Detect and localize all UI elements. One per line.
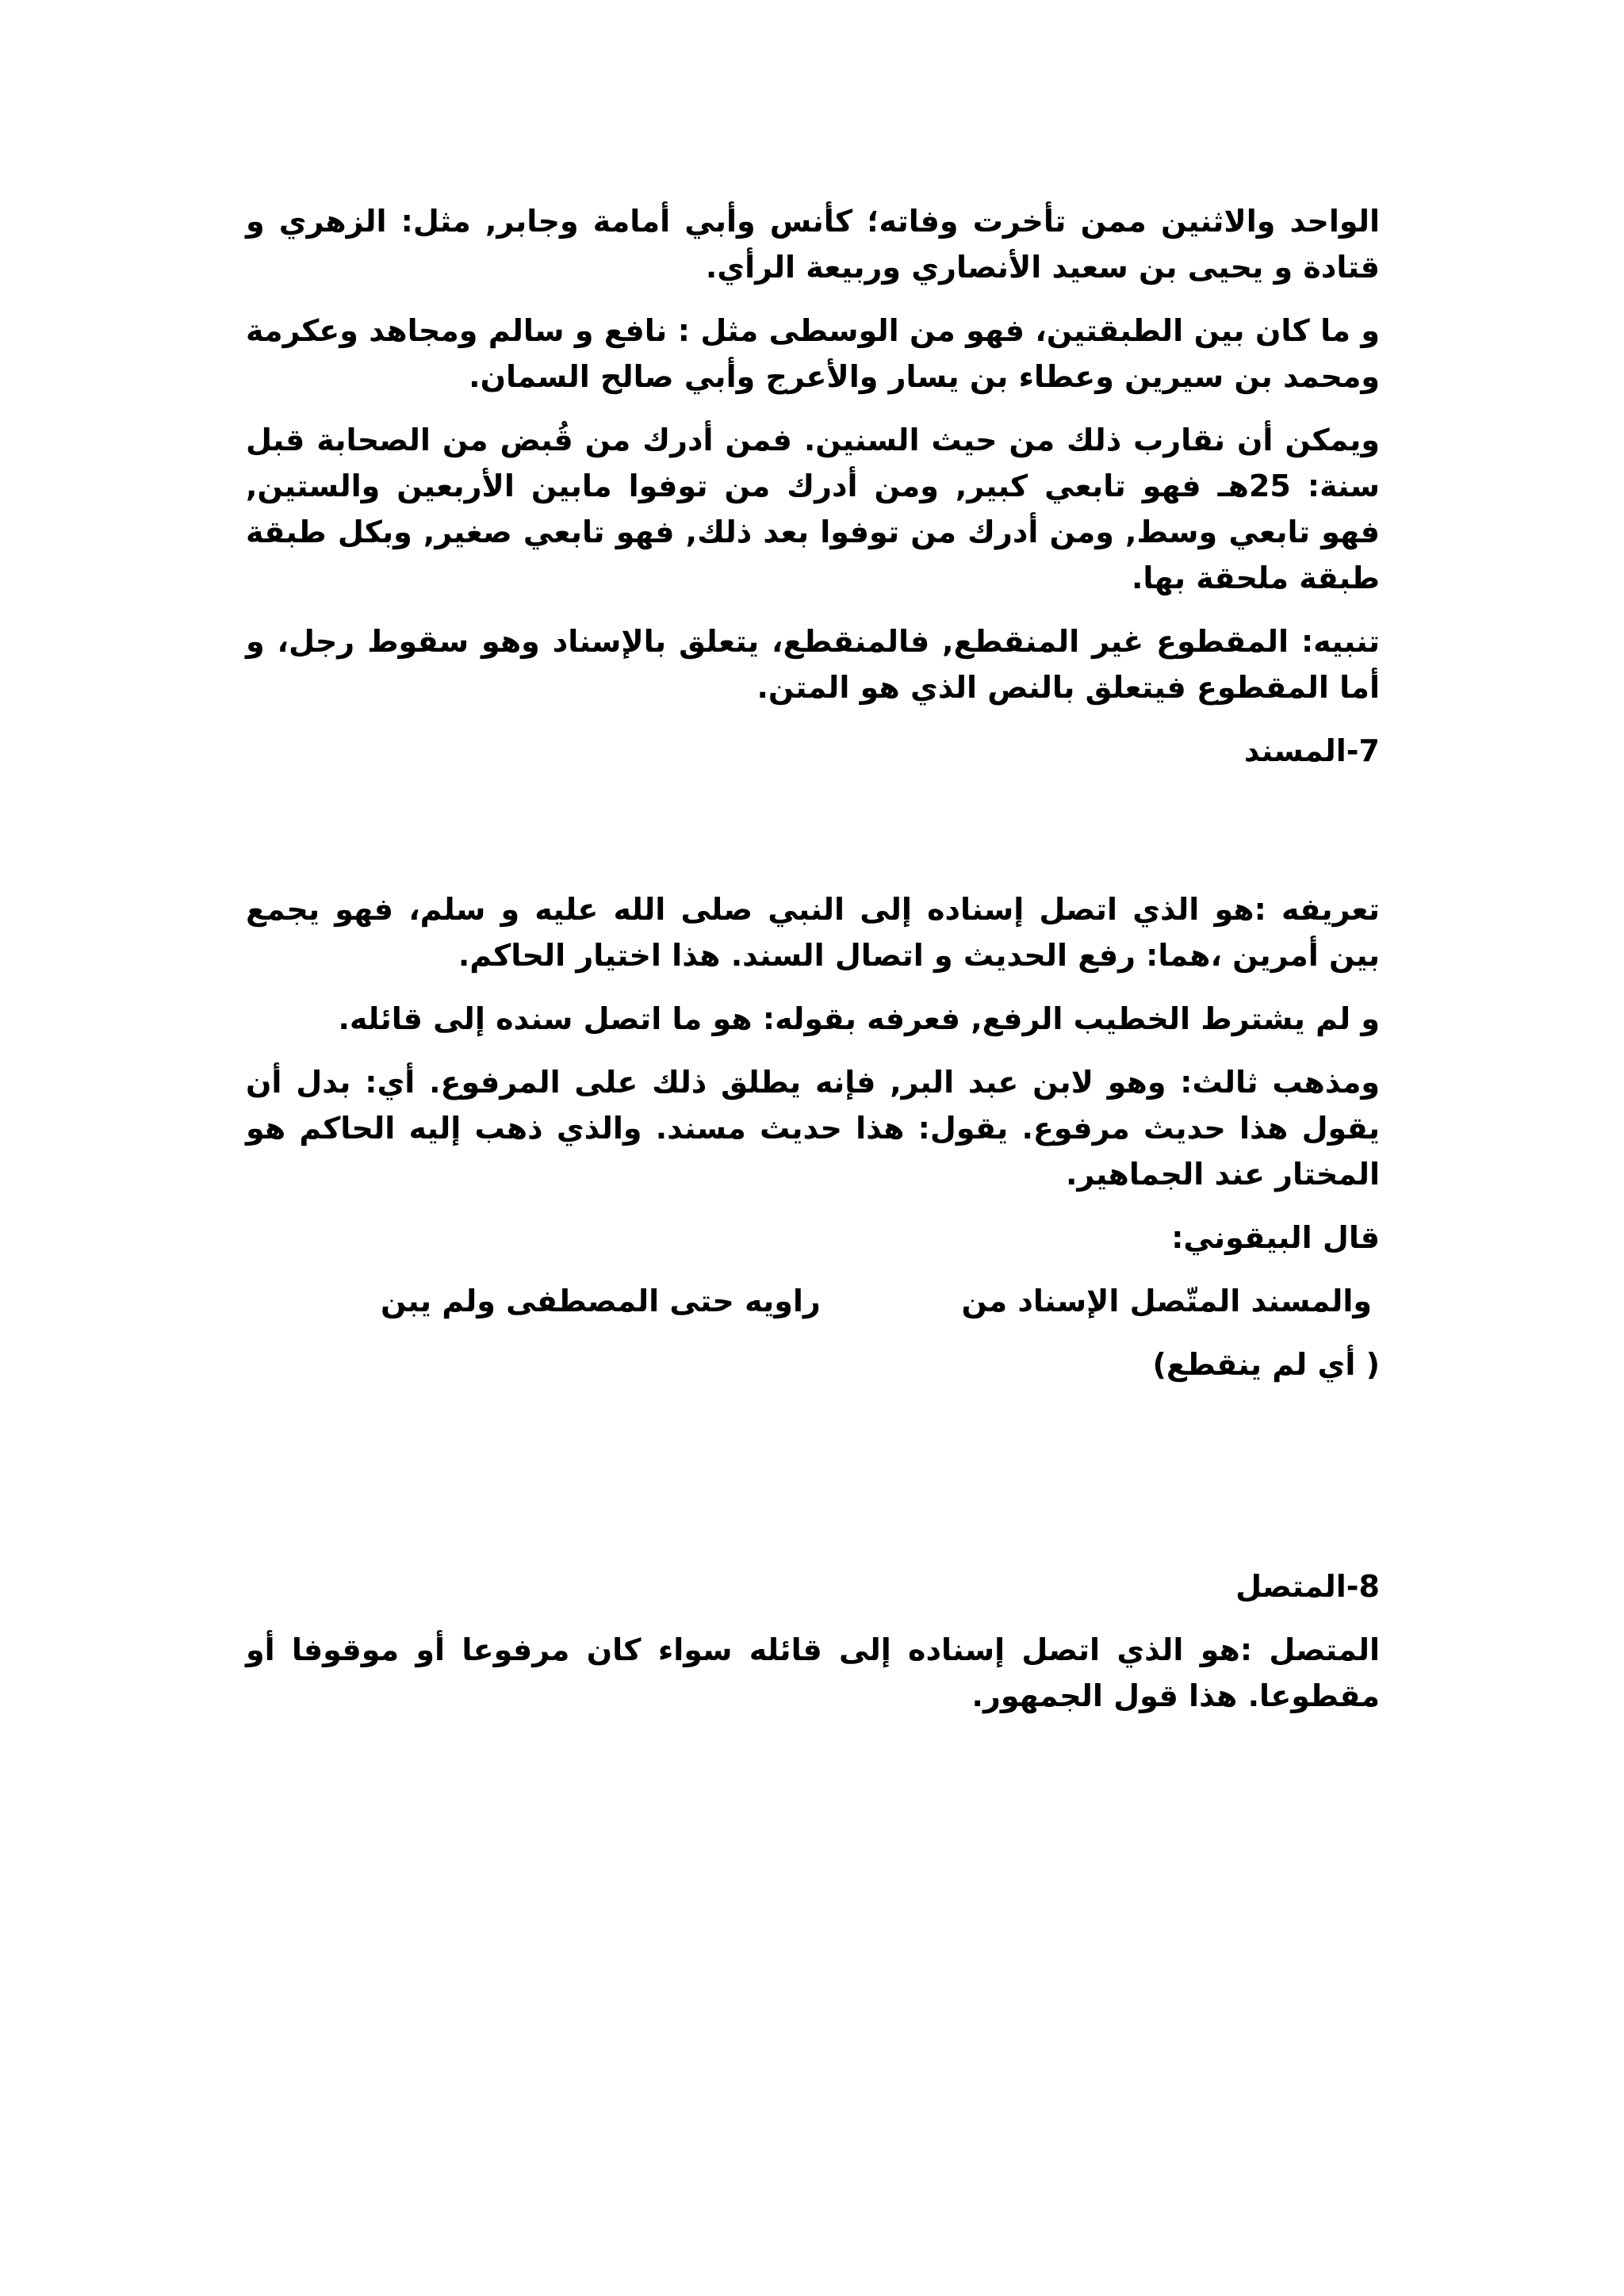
paragraph-middle-class: و ما كان بين الطبقتين، فهو من الوسطى مثل : نافع و سالم ومجاهد وعكرمة ومحمد بن سيرين وعطاء بن يسار والأعرج وأبي صالح السمان. xyxy=(246,313,1380,394)
paragraph-tabii-classes-end: الواحد والاثنين ممن تأخرت وفاته؛ كأنس وأبي أمامة وجابر, مثل: الزهري و قتادة و يحيى بن سعيد الأنصاري وربيعة الرأي. xyxy=(246,204,1380,285)
spacer xyxy=(246,1405,1380,1563)
section-heading-musnad: 7-المسند xyxy=(1243,733,1380,768)
paragraph-musnad-definition: تعريفه :هو الذي اتصل إسناده إلى النبي صلى الله عليه و سلم، فهو يجمع بين أمرين ،هما: رفع الحديث و اتصال السند. هذا اختيار الحاكم. xyxy=(246,892,1380,973)
spacer xyxy=(246,791,1380,886)
paragraph-verse-gloss: ( أي لم ينقطع) xyxy=(1152,1347,1380,1382)
paragraph-muttasil-definition: المتصل :هو الذي اتصل إسناده إلى قائله سواء كان مرفوعا أو موقوفا أو مقطوعا. هذا قول الجمهور. xyxy=(246,1632,1380,1713)
section-heading-muttasil: 8-المتصل xyxy=(1235,1569,1380,1604)
verse-first-hemistich: والمسند المتّصل الإسناد من xyxy=(961,1284,1372,1318)
paragraph-third-view: ومذهب ثالث: وهو لابن عبد البر, فإنه يطلق ذلك على المرفوع. أي: بدل أن يقول هذا حديث مرفوع. يقول: هذا حديث مسند. والذي ذهب إليه الحاكم هو المختار عند الجماهير. xyxy=(246,1065,1380,1192)
paragraph-years-approximation: ويمكن أن نقارب ذلك من حيث السنين. فمن أدرك من قُبض من الصحابة قبل سنة: 25هـ فهو تابعي كبير, ومن أدرك من توفوا مابين الأربعين والستين, فهو تابعي وسط, ومن أدرك من توفوا بعد ذلك, فهو تابعي صغير, وبكل طبقة طبقة ملحقة بها. xyxy=(246,423,1380,595)
verse-second-hemistich: راويه حتى المصطفى ولم يبن xyxy=(381,1284,821,1318)
paragraph-bayquni-intro: قال البيقوني: xyxy=(1171,1220,1380,1255)
paragraph-maqtu-note: تنبيه: المقطوع غير المنقطع, فالمنقطع، يتعلق بالإسناد وهو سقوط رجل، و أما المقطوع فيتعلق بالنص الذي هو المتن. xyxy=(246,624,1380,705)
poem-verse xyxy=(246,1278,1380,1324)
document-body xyxy=(246,198,1380,1736)
paragraph-khatib-view: و لم يشترط الخطيب الرفع, فعرفه بقوله: هو ما اتصل سنده إلى قائله. xyxy=(338,1001,1380,1036)
